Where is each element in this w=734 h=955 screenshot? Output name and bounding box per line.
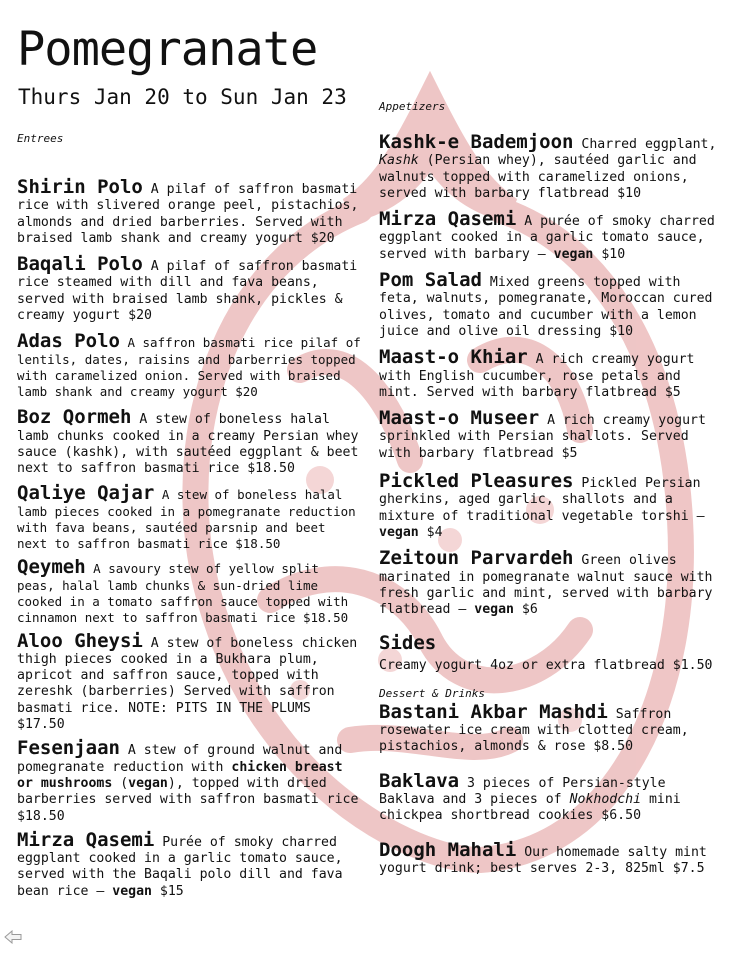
item-desc: Mixed greens topped with feta, walnuts, pomegranate, Moroccan cured olives, tomato and cucumber with a lemon juice and olive oil dressing $10 <box>379 275 713 339</box>
vegan-label: vegan <box>128 775 168 791</box>
item-name: Qeymeh <box>17 555 86 578</box>
menu-item <box>17 406 362 477</box>
menu-item <box>17 482 362 552</box>
item-desc: A stew of boneless chicken thigh pieces cooked in a Bukhara plum, apricot and saffron sauce, topped with zereshk (barberries) Served with saffron basmati rice. NOTE: PITS IN THE PLUMS $17.50 <box>17 635 358 733</box>
item-name: Doogh Mahali <box>379 838 517 861</box>
vegan-label: vegan <box>379 524 419 540</box>
menu-item <box>17 176 362 247</box>
item-name: Aloo Gheysi <box>17 629 143 652</box>
item-price: $6 <box>513 602 538 618</box>
item-name: Baklava <box>379 769 460 792</box>
item-desc: A stew of ground walnut and pomegranate reduction with <box>17 743 343 775</box>
item-desc: A pilaf of saffron basmati rice steamed with dill and fava beans, served with braised lamb shank, pickles & creamy yogurt $20 <box>17 259 358 324</box>
menu-item <box>379 839 724 878</box>
menu-item <box>379 269 724 340</box>
entrees-column <box>17 132 362 900</box>
sides-title: Sides <box>379 632 437 655</box>
restaurant-title: Pomegranate <box>17 22 318 77</box>
item-name: Pickled Pleasures <box>379 470 574 493</box>
item-desc: Pickled Persian gherkins, aged garlic, shallots and a mixture of traditional vegetable torshi – <box>379 476 705 524</box>
menu-item <box>17 737 362 824</box>
item-desc: A pilaf of saffron basmati rice with slivered orange peel, pistachios, almonds and dried barberries. Served with braised lamb shank and creamy yogurt $20 <box>17 182 359 246</box>
item-name: Mirza Qasemi <box>17 828 155 851</box>
item-desc-italic: Kashk <box>379 153 419 169</box>
item-name: Maast-o Khiar <box>379 346 528 369</box>
item-name: Zeitoun Parvardeh <box>379 547 574 570</box>
entrees-label: Entrees <box>17 132 64 145</box>
appetizers-label: Appetizers <box>379 100 446 113</box>
item-desc: mini chickpea shortbread cookies $6.50 <box>379 791 681 824</box>
item-desc: A stew of boneless halal lamb chunks cooked in a creamy Persian whey sauce (kashk), with sautéed eggplant & beet next to saffron basmati rice $18.50 <box>17 412 359 477</box>
vegan-label: vegan <box>553 246 594 262</box>
appetizers-column <box>379 100 724 877</box>
sides-text: Creamy yogurt 4oz or extra flatbread $1.50 <box>379 658 713 674</box>
item-desc-italic: Nokhodchi <box>569 791 642 807</box>
menu-item <box>379 547 724 618</box>
item-desc: A rich creamy yogurt sprinkled with Persian shallots. Served with barbary flatbread $5 <box>379 413 706 461</box>
menu-dates: Thurs Jan 20 to Sun Jan 23 <box>18 85 347 109</box>
item-desc: A savoury stew of yellow split peas, halal lamb chunks & sun-dried lime cooked in a tomato saffron sauce topped with cinnamon next to saffron basmati rice $18.50 <box>17 560 349 625</box>
item-name: Pom Salad <box>379 269 482 292</box>
item-desc: A purée of smoky charred eggplant cooked in a garlic tomato sauce, served with barbary – <box>379 214 715 262</box>
item-price: $4 <box>418 524 443 540</box>
item-desc: 3 pieces of Persian-style Baklava and 3 pieces of <box>379 775 666 807</box>
menu-item <box>17 829 362 900</box>
menu-item <box>379 470 724 541</box>
item-price: $15 <box>151 883 184 899</box>
item-name: Baqali Polo <box>17 253 143 276</box>
item-name: Shirin Polo <box>17 176 143 198</box>
item-name: Maast-o Museer <box>379 407 540 430</box>
item-desc: Charred eggplant, <box>581 137 717 152</box>
item-desc: Green olives marinated in pomegranate walnut sauce with fresh garlic and mint, served with barbary flatbread – <box>379 553 713 618</box>
vegan-label: vegan <box>474 602 514 618</box>
item-desc: ), topped with dried barberries served with saffron basmati rice $18.50 <box>17 775 359 824</box>
desserts-label: Dessert & Drinks <box>379 686 485 700</box>
item-name: Qaliye Qajar <box>17 481 155 504</box>
menu-item <box>379 701 724 756</box>
item-name: Adas Polo <box>17 330 120 353</box>
menu-item <box>379 346 724 401</box>
menu-item <box>17 630 362 734</box>
menu-item <box>17 556 362 626</box>
menu-item <box>379 131 724 202</box>
item-name: Fesenjaan <box>17 737 120 760</box>
menu-item <box>379 407 724 462</box>
back-arrow-icon[interactable] <box>4 930 22 944</box>
item-name: Bastani Akbar Mashdi <box>379 700 608 723</box>
item-desc: Our homemade salty mint yogurt drink; best serves 2-3, 825ml $7.5 <box>379 844 707 876</box>
item-desc: ( <box>112 775 129 791</box>
item-name: Mirza Qasemi <box>379 208 517 231</box>
item-desc: (Persian whey), sautéed garlic and walnuts topped with caramelized onions, served with barbary flatbread $10 <box>379 153 697 201</box>
item-desc: Saffron rosewater ice cream with clotted cream, pistachios, almonds & rose $8.50 <box>379 706 689 755</box>
item-desc: A saffron basmati rice pilaf of lentils, dates, raisins and barberries topped with caramelized onion. Served with braised lamb shank and creamy yogurt $20 <box>17 335 361 400</box>
item-name: Kashk-e Bademjoon <box>379 131 574 153</box>
item-price: $10 <box>593 246 626 262</box>
menu-item <box>379 770 724 825</box>
item-desc: A rich creamy yogurt with English cucumber, rose petals and mint. Served with barbary flatbread $5 <box>379 352 695 400</box>
vegan-label: vegan <box>112 883 152 899</box>
item-desc: Purée of smoky charred eggplant cooked in a garlic tomato sauce, served with the Baqali polo dill and fava bean rice – <box>17 834 343 899</box>
menu-item <box>17 253 362 324</box>
item-name: Boz Qormeh <box>17 406 132 429</box>
item-desc: A stew of boneless halal lamb pieces cooked in a pomegranate reduction with fava beans, sautéed parsnip and beet next to saffron basmati rice $18.50 <box>17 486 356 551</box>
menu-item <box>17 330 362 400</box>
item-desc-bold: chicken breast or mushrooms <box>17 759 343 791</box>
menu-item <box>379 208 724 263</box>
